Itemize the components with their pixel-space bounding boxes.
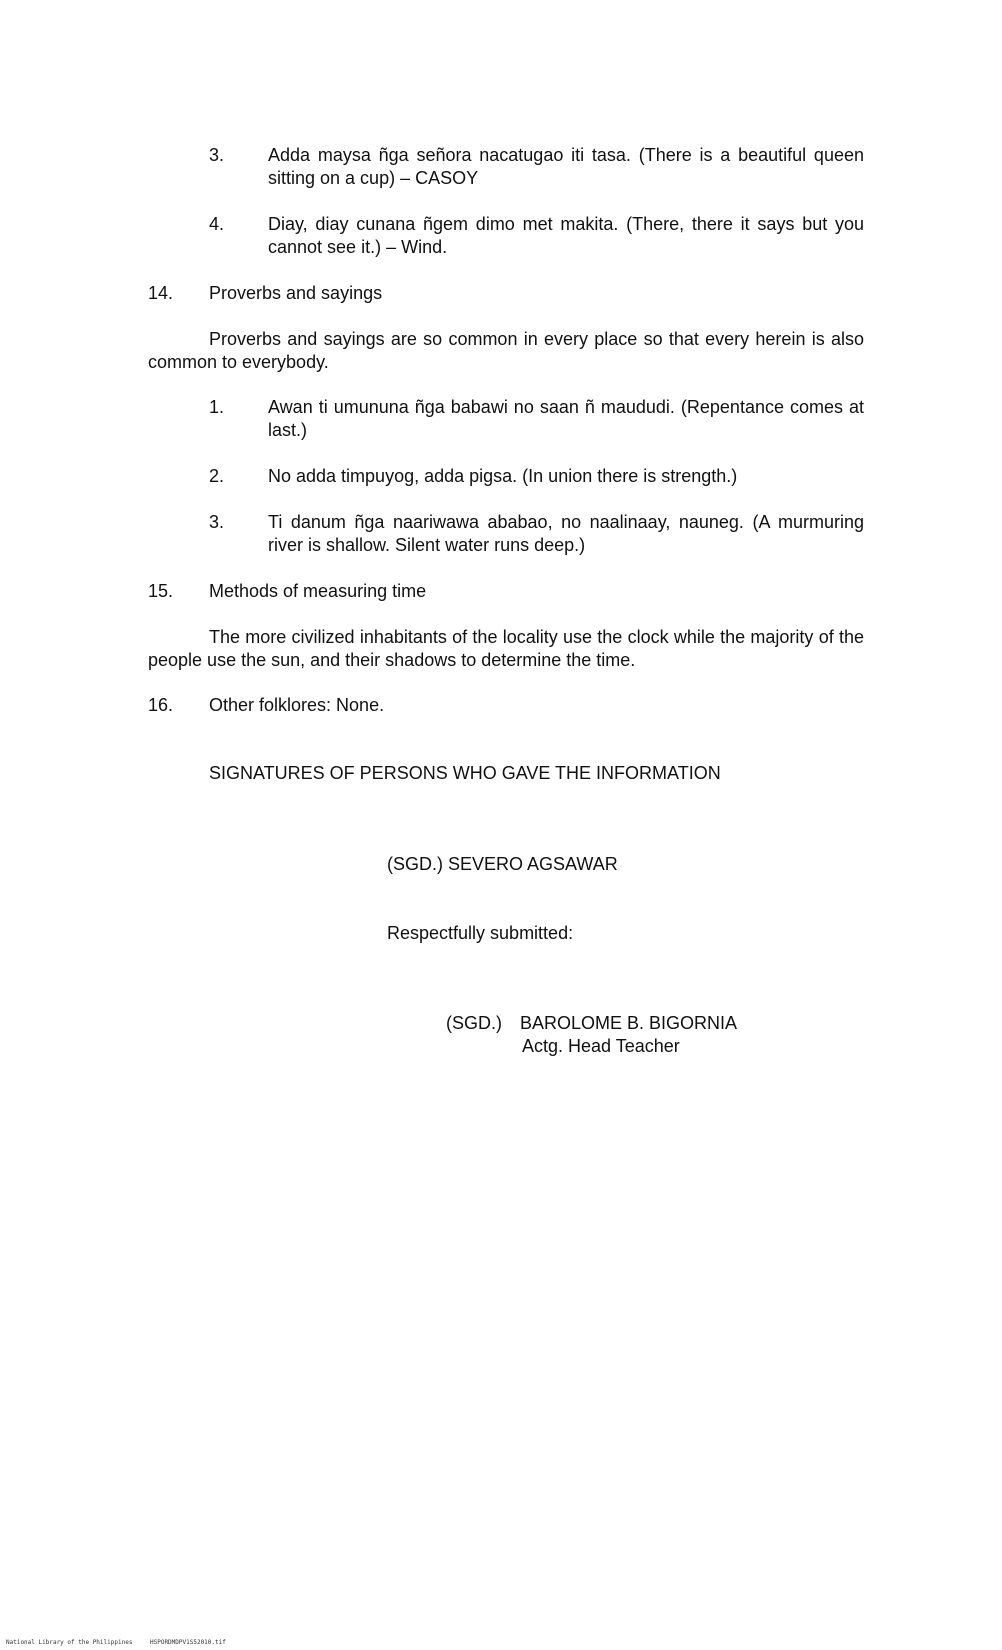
- section-heading: Other folklores: None.: [209, 695, 385, 715]
- section-number: 14.: [148, 283, 174, 303]
- riddle-text: Diay, diay cunana ñgem dimo met makita. (There, there it says but you cannot see it.) – Wind.: [268, 214, 864, 257]
- section-heading: Methods of measuring time: [209, 581, 427, 601]
- section-number: 16.: [148, 695, 174, 715]
- submitter-title: Actg. Head Teacher: [522, 1036, 680, 1056]
- informant-signature: (SGD.) SEVERO AGSAWAR: [387, 854, 618, 874]
- riddle-number: 3.: [209, 145, 225, 165]
- section-paragraph: Proverbs and sayings are so common in every place so that every herein is also common to everybody.: [148, 329, 864, 372]
- proverb-text: No adda timpuyog, adda pigsa. (In union there is strength.): [268, 466, 738, 486]
- riddle-text: Adda maysa ñga señora nacatugao iti tasa. (There is a beautiful queen sitting on a cup) – CASOY: [268, 145, 864, 188]
- footer-library-label: National Library of the Philippines: [6, 1639, 133, 1646]
- proverb-text: Ti danum ñga naariwawa ababao, no naalinaay, nauneg. (A murmuring river is shallow. Silent water runs deep.): [268, 512, 864, 555]
- submitter-name: BAROLOME B. BIGORNIA: [520, 1013, 738, 1033]
- signatures-heading: SIGNATURES OF PERSONS WHO GAVE THE INFORMATION: [209, 763, 721, 783]
- submitter-prefix: (SGD.): [446, 1013, 502, 1033]
- proverb-text: Awan ti umununa ñga babawi no saan ñ maududi. (Repentance comes at last.): [268, 397, 864, 440]
- footer-file-label: HSPORDMDPV1S52010.tif: [150, 1639, 226, 1646]
- riddle-number: 4.: [209, 214, 225, 234]
- proverb-number: 2.: [209, 466, 225, 486]
- closing-line: Respectfully submitted:: [387, 923, 574, 943]
- section-number: 15.: [148, 581, 174, 601]
- section-heading: Proverbs and sayings: [209, 283, 383, 303]
- proverb-number: 3.: [209, 512, 225, 532]
- section-paragraph: The more civilized inhabitants of the locality use the clock while the majority of the people use the sun, and their shadows to determine the time.: [148, 627, 864, 670]
- proverb-number: 1.: [209, 397, 225, 417]
